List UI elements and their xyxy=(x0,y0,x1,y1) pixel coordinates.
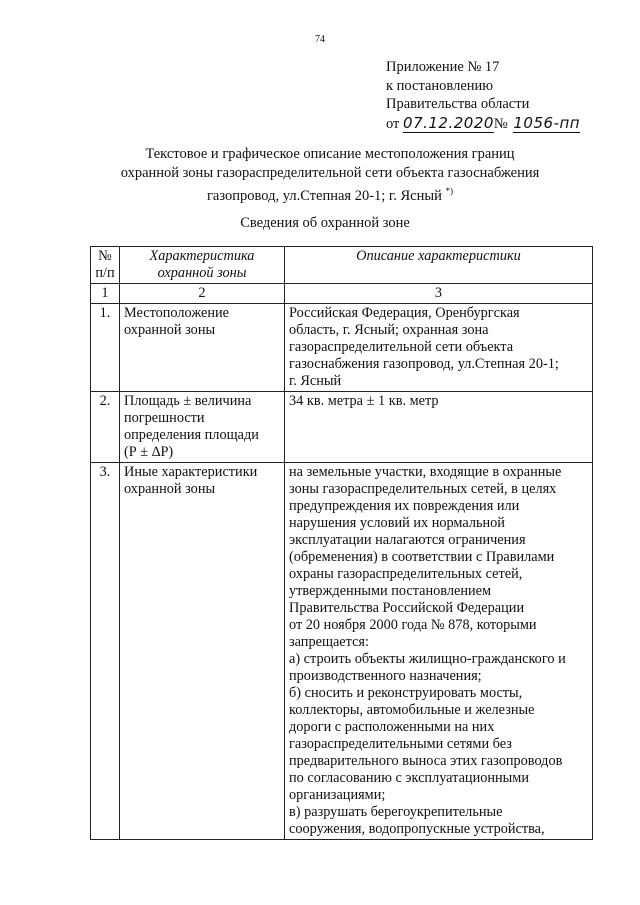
cell-text-line: в) разрушать берегоукрепительные xyxy=(289,804,503,820)
title-line-3-text: газопровод, ул.Степная 20-1; г. Ясный xyxy=(206,187,442,204)
title-line-2: охранной зоны газораспределительной сети объекта газоснабжения xyxy=(120,164,540,181)
section-subtitle: Сведения об охранной зоне xyxy=(240,215,410,231)
cell-text-line: газоснабжения газопровод, ул.Степная 20-1; xyxy=(289,356,559,372)
table-index-row xyxy=(91,284,593,304)
appendix-line-2: к постановлению xyxy=(386,77,494,94)
row-characteristic xyxy=(120,392,285,463)
table-row xyxy=(91,463,593,840)
appendix-line-4 xyxy=(386,114,580,134)
cell-text-line: утвержденными постановлением xyxy=(289,583,492,599)
cell-text-line: предварительного выноса этих газопроводов xyxy=(289,753,563,769)
cell-text-line: запрещается: xyxy=(289,634,369,650)
header-characteristic-line-1: Характеристика xyxy=(149,248,255,264)
cell-text-line: (обременения) в соответствии с Правилами xyxy=(289,549,555,565)
cell-text-line: область, г. Ясный; охранная зона xyxy=(289,322,489,338)
number-sign: № xyxy=(493,115,508,132)
cell-text-line: сооружения, водопропускные устройства, xyxy=(289,821,545,837)
table-header-row xyxy=(91,247,593,284)
table-row xyxy=(91,304,593,392)
index-cell-1: 1 xyxy=(91,284,120,304)
header-characteristic xyxy=(120,247,285,284)
title-line-1: Текстовое и графическое описание местоположения границ xyxy=(145,146,515,162)
cell-text-line: охранной зоны xyxy=(124,322,216,338)
cell-text-line: производственного назначения; xyxy=(289,668,482,684)
appendix-block xyxy=(386,58,580,133)
cell-text-line: газораспределительной сети объекта xyxy=(289,339,514,355)
cell-text-line: 34 кв. метра ± 1 кв. метр xyxy=(289,393,439,409)
index-cell-3: 3 xyxy=(285,284,593,304)
cell-text-line: газораспределительными сетями без xyxy=(289,736,512,752)
appendix-line-3: Правительства области xyxy=(386,96,530,112)
row-description xyxy=(285,392,593,463)
cell-text-line: Российская Федерация, Оренбургская xyxy=(289,305,520,321)
footnote-mark: *) xyxy=(445,186,453,196)
cell-text-line: на земельные участки, входящие в охранные xyxy=(289,464,562,480)
header-characteristic-line-2: охранной зоны xyxy=(157,265,247,281)
appendix-from-label: от xyxy=(386,115,400,132)
cell-text-line: зоны газораспределительных сетей, в целях xyxy=(289,481,557,497)
cell-text-line: Местоположение xyxy=(124,305,229,321)
header-number-line-1: № xyxy=(98,248,112,264)
row-characteristic xyxy=(120,304,285,392)
cell-text-line: по согласованию с эксплуатационными xyxy=(289,770,529,786)
header-number-line-2: п/п xyxy=(95,265,115,281)
row-number: 3. xyxy=(91,463,120,840)
handwritten-number: 1056-пп xyxy=(513,113,581,132)
table-row xyxy=(91,392,593,463)
cell-text-line: организациями; xyxy=(289,787,386,803)
page-number: 74 xyxy=(315,34,325,45)
appendix-line-1: Приложение № 17 xyxy=(386,59,500,75)
row-number: 2. xyxy=(91,392,120,463)
cell-text-line: охраны газораспределительных сетей, xyxy=(289,566,523,582)
cell-text-line: б) сносить и реконструировать мосты, xyxy=(289,685,523,701)
cell-text-line: (Р ± ∆Р) xyxy=(124,444,174,460)
cell-text-line: охранной зоны xyxy=(124,481,216,497)
row-characteristic xyxy=(120,463,285,840)
document-title xyxy=(80,145,580,205)
cell-text-line: предупреждения их повреждения или xyxy=(289,498,520,514)
cell-text-line: Иные характеристики xyxy=(124,464,258,480)
row-description xyxy=(285,463,593,840)
cell-text-line: определения площади xyxy=(124,427,259,443)
row-number: 1. xyxy=(91,304,120,392)
cell-text-line: нарушения условий их нормальной xyxy=(289,515,505,531)
cell-text-line: погрешности xyxy=(124,410,205,426)
cell-text-line: Правительства Российской Федерации xyxy=(289,600,525,616)
header-description: Описание характеристики xyxy=(285,247,593,284)
cell-text-line: эксплуатации налагаются ограничения xyxy=(289,532,526,548)
title-line-3 xyxy=(80,182,580,205)
cell-text-line: коллекторы, автомобильные и железные xyxy=(289,702,535,718)
row-description xyxy=(285,304,593,392)
protection-zone-table xyxy=(90,246,593,840)
cell-text-line: г. Ясный xyxy=(289,373,342,389)
cell-text-line: дороги с расположенными на них xyxy=(289,719,495,735)
header-number xyxy=(91,247,120,284)
handwritten-date: 07.12.2020 xyxy=(403,113,494,132)
cell-text-line: от 20 ноября 2000 года № 878, которыми xyxy=(289,617,537,633)
index-cell-2: 2 xyxy=(120,284,285,304)
cell-text-line: а) строить объекты жилищно-гражданского и xyxy=(289,651,566,667)
cell-text-line: Площадь ± величина xyxy=(124,393,252,409)
